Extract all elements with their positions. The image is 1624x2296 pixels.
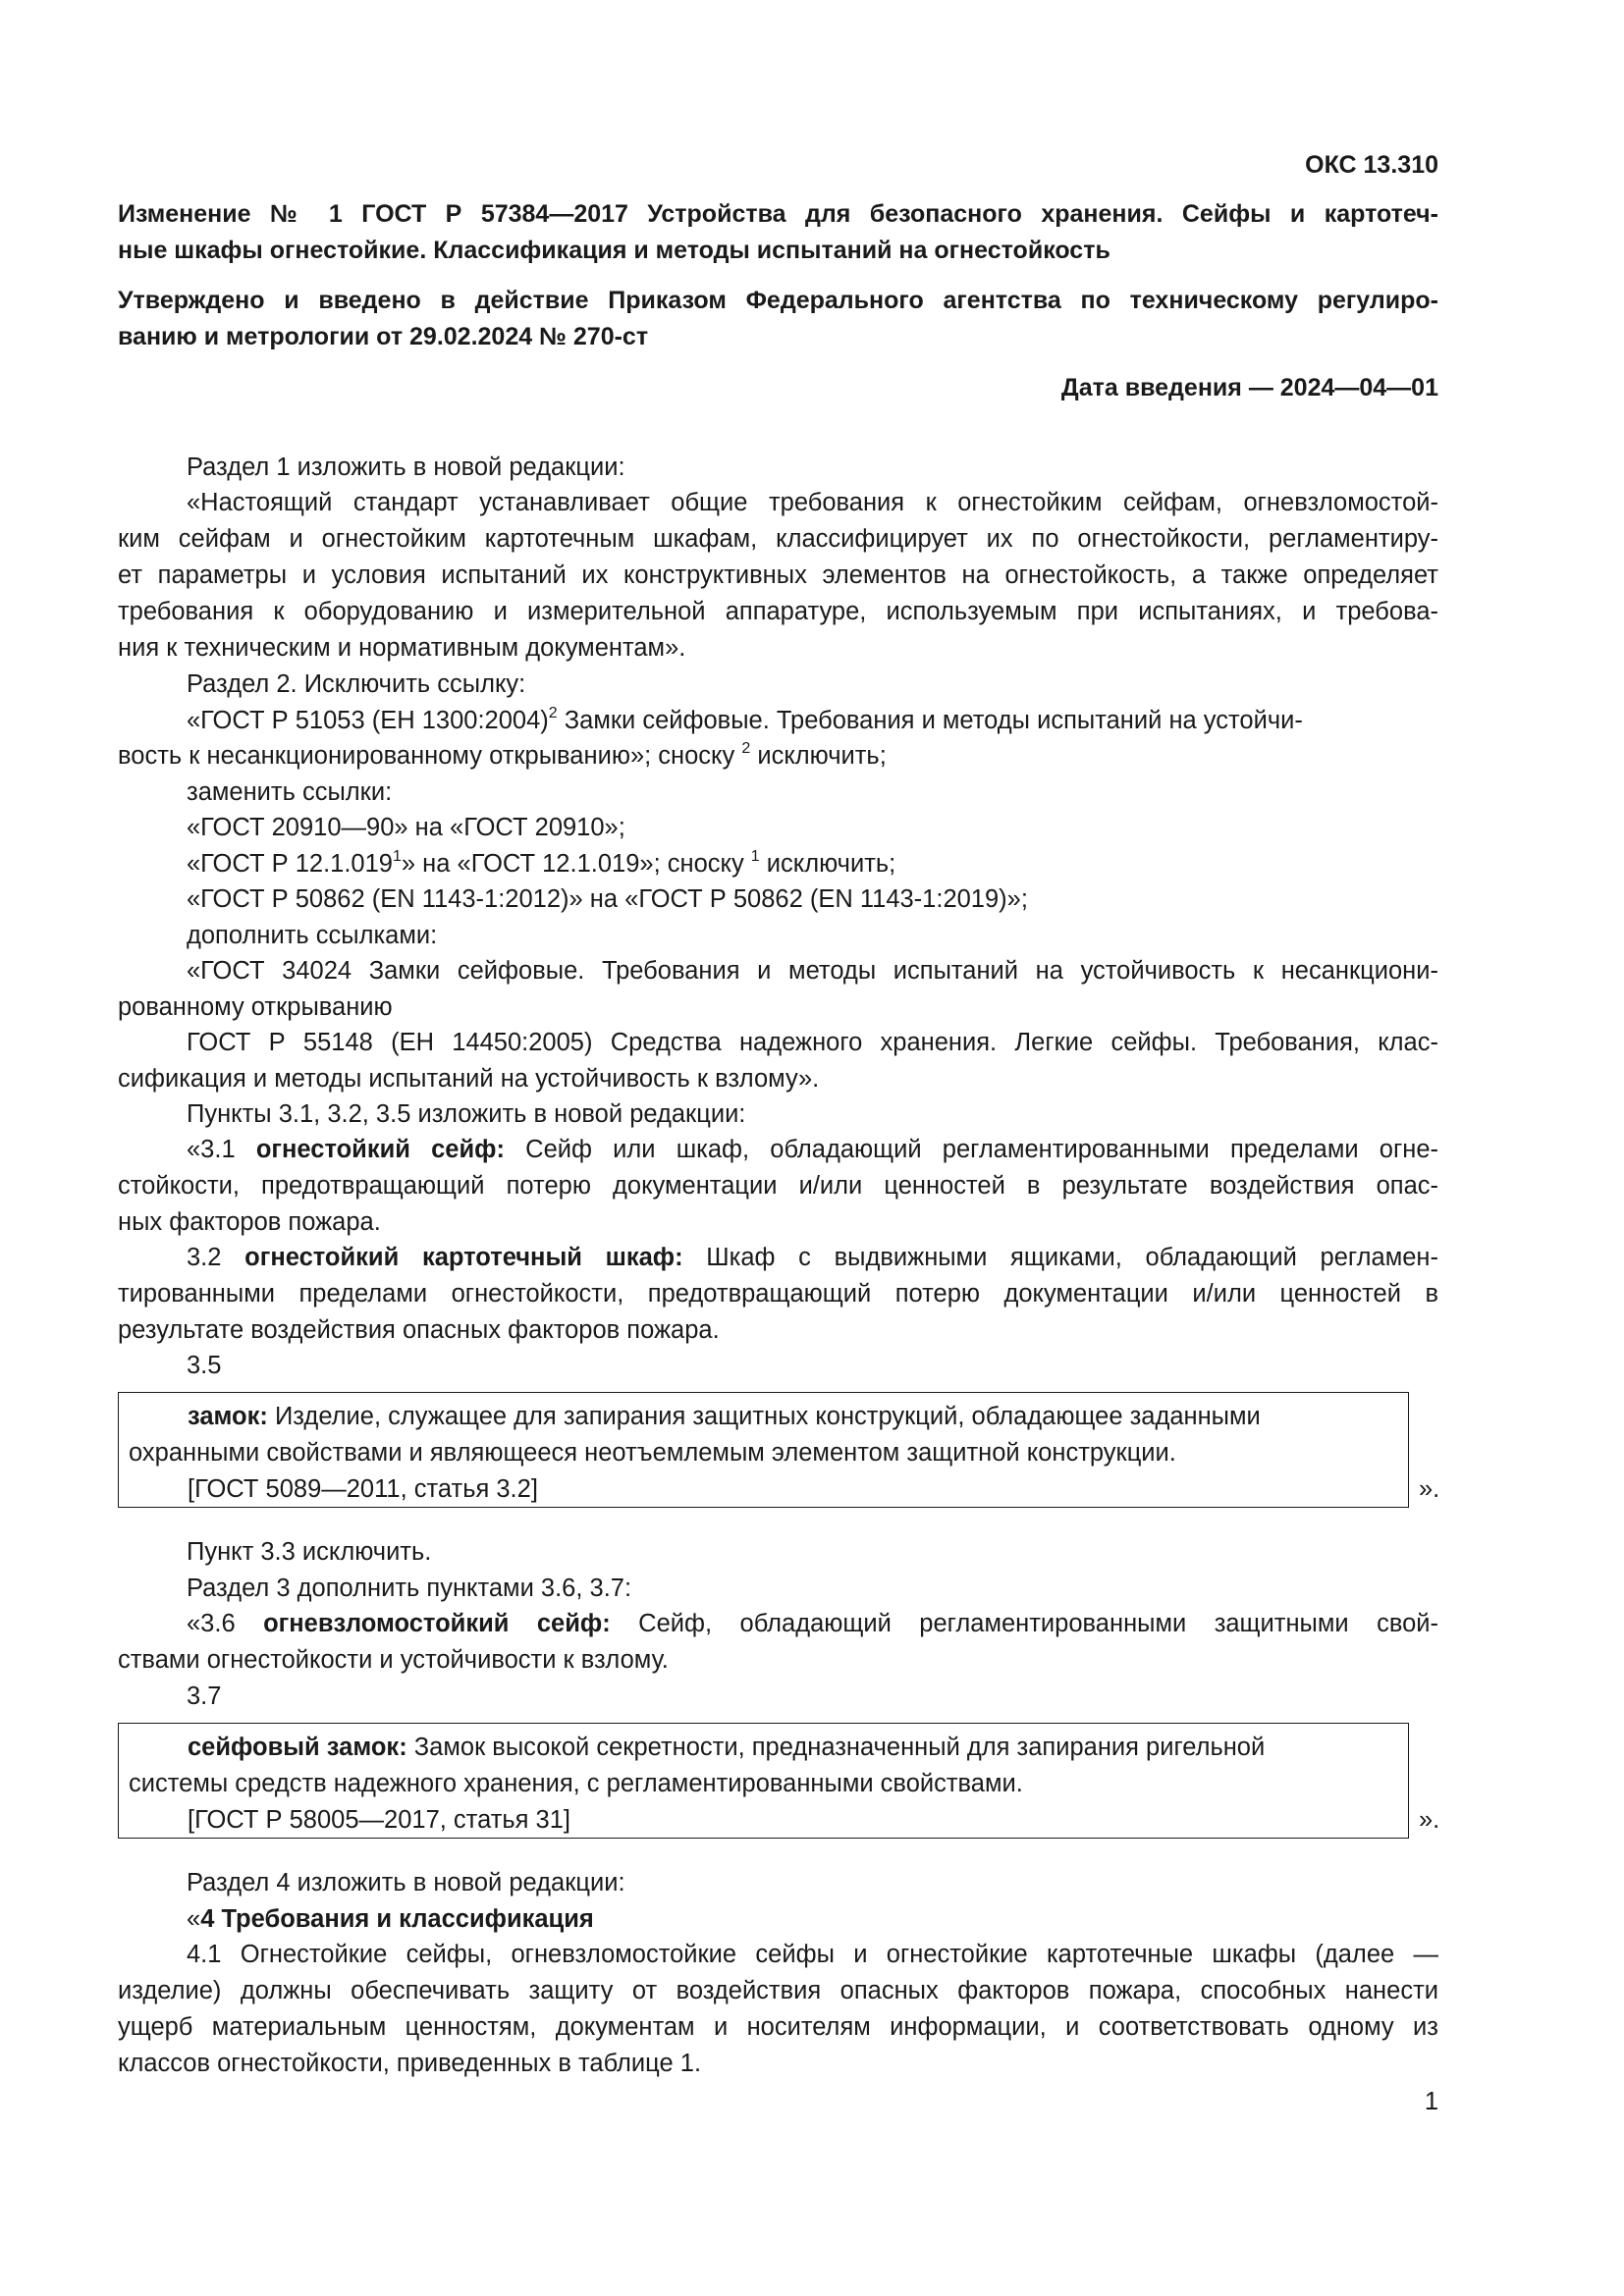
reference-text: Замки сейфовые. Требования и методы испытаний на устойчи- [557, 707, 1303, 734]
paragraph-line: ния к техническим и нормативным документам». [118, 634, 686, 662]
definition-text: Сейф или шкаф, обладающий регламентированными пределами огне- [504, 1136, 1439, 1163]
paragraph-line: требования к оборудованию и измерительной аппаратуре, используемым при испытаниях, и требова- [118, 598, 1438, 625]
term: огнестойкий картотечный шкаф: [244, 1244, 683, 1271]
excluded-reference [187, 703, 1438, 739]
amendment-title-line-2: ные шкафы огнестойкие. Классификация и методы испытаний на огнестойкость [118, 237, 1110, 264]
paragraph-line: ГОСТ Р 55148 (ЕН 14450:2005) Средства надежного хранения. Легкие сейфы. Требования, клас- [187, 1029, 1438, 1056]
closing-quote: ». [1419, 1475, 1440, 1503]
oks-code: ОКС 13.310 [1305, 151, 1438, 179]
reference-text: вость к несанкционированному открыванию»; сноску [118, 742, 742, 770]
approval-statement [118, 283, 1438, 355]
excluded-reference-cont [118, 738, 887, 774]
section-1-instruction: Раздел 1 изложить в новой редакции: [187, 454, 625, 481]
paragraph-line: «Настоящий стандарт устанавливает общие требования к огнестойким сейфам, огневзломостой- [187, 489, 1438, 516]
section-1-new-text [118, 485, 1438, 667]
paragraph-line: ущерб материальным ценностям, документам и носителям информации, и соответствовать одному из [118, 2013, 1438, 2041]
box-line [129, 1730, 1398, 1766]
section-4-instruction: Раздел 4 изложить в новой редакции: [187, 1869, 625, 1896]
section-3-add-instruction: Раздел 3 дополнить пунктами 3.6, 3.7: [187, 1575, 632, 1602]
clause-3-1 [118, 1132, 1438, 1241]
clause-number: «3.1 [187, 1136, 256, 1163]
added-reference-2 [118, 1025, 1438, 1097]
paragraph-line: изделие) должны обеспечивать защиту от воздействия опасных факторов пожара, способных нанести [118, 1977, 1438, 2004]
clauses-instruction: Пункты 3.1, 3.2, 3.5 изложить в новой редакции: [187, 1100, 746, 1128]
clause-4-1 [118, 1937, 1438, 2082]
term: огневзломостойкий сейф: [263, 1610, 611, 1637]
reference-text: «ГОСТ Р 51053 (ЕН 1300:2004) [187, 707, 549, 734]
effective-date: Дата введения — 2024—04—01 [1060, 374, 1438, 401]
clause-3-7-number: 3.7 [187, 1682, 222, 1710]
box-line: охранными свойствами и являющееся неотъемлемым элементом защитной конструкции. [129, 1439, 1176, 1467]
paragraph-line: рованному открыванию [118, 993, 393, 1021]
paragraph-line: «ГОСТ 34024 Замки сейфовые. Требования и методы испытаний на устойчивость к несанкциони- [187, 957, 1438, 985]
paragraph-line: классов огнестойкости, приведенных в таблице 1. [118, 2050, 702, 2077]
clause-3-5-number: 3.5 [187, 1352, 222, 1379]
definition-text: Замок высокой секретности, предназначенный для запирания ригельной [406, 1734, 1266, 1761]
replace-item-1: «ГОСТ 20910—90» на «ГОСТ 20910»; [187, 814, 625, 841]
paragraph-line [118, 1240, 1438, 1276]
paragraph-line: результате воздействия опасных факторов пожара. [118, 1316, 720, 1344]
paragraph-line: ствами огнестойкости и устойчивости к взлому. [118, 1646, 669, 1674]
paragraph-line: тированными пределами огнестойкости, предотвращающий потерю документации и/или ценностей в [118, 1280, 1438, 1308]
term: замок: [188, 1403, 268, 1430]
footnote-marker: 1 [392, 847, 402, 865]
closing-quote: ». [1419, 1806, 1440, 1834]
clause-number: 3.2 [187, 1244, 245, 1271]
definition-text: Изделие, служащее для запирания защитных конструкций, обладающее заданными [267, 1403, 1261, 1430]
paragraph-line [118, 1606, 1438, 1642]
box-line [129, 1399, 1398, 1435]
amendment-title-line-1: Изменение № 1 ГОСТ Р 57384—2017 Устройства для безопасного хранения. Сейфы и картотеч- [118, 200, 1438, 228]
clause-3-2 [118, 1240, 1438, 1349]
replace-instruction: заменить ссылки: [187, 778, 393, 806]
heading-text: 4 Требования и классификация [200, 1905, 594, 1933]
paragraph-line: стойкости, предотвращающий потерю документации и/или ценностей в результате воздействия опас- [118, 1172, 1438, 1200]
clause-number: «3.6 [187, 1610, 264, 1637]
clause-3-3-exclusion: Пункт 3.3 исключить. [187, 1538, 432, 1566]
definition-box-lock [118, 1392, 1409, 1508]
added-reference-1 [118, 953, 1438, 1026]
paragraph-line: ных факторов пожара. [118, 1208, 381, 1236]
footnote-marker: 2 [548, 704, 558, 721]
paragraph-line: ким сейфам и огнестойким картотечным шкафам, классифицирует их по огнестойкости, регламентиру- [118, 525, 1438, 553]
term: огнестойкий сейф: [255, 1136, 505, 1163]
footnote-marker: 1 [750, 847, 760, 865]
reference-text: исключить; [750, 742, 887, 770]
box-source-ref: [ГОСТ Р 58005—2017, статья 31] [188, 1806, 570, 1834]
open-quote: « [187, 1905, 201, 1933]
definition-text: Сейф, обладающий регламентированными защитными свой- [610, 1610, 1439, 1637]
clause-3-6 [118, 1606, 1438, 1679]
approval-line-1: Утверждено и введено в действие Приказом Федерального агентства по техническому регулиро- [118, 287, 1438, 314]
add-references-instruction: дополнить ссылками: [187, 922, 438, 949]
paragraph-line: 4.1 Огнестойкие сейфы, огневзломостойкие сейфы и огнестойкие картотечные шкафы (далее — [187, 1941, 1438, 1968]
paragraph-line: сификация и методы испытаний на устойчивость к взлому». [118, 1065, 820, 1093]
section-4-heading [187, 1901, 594, 1938]
box-source-ref: [ГОСТ 5089—2011, статья 3.2] [188, 1475, 538, 1503]
replace-item-2 [187, 846, 895, 882]
section-2-instruction: Раздел 2. Исключить ссылку: [187, 670, 526, 698]
paragraph-line [118, 1132, 1438, 1168]
definition-text: Шкаф с выдвижными ящиками, обладающий регламен- [682, 1244, 1438, 1271]
amendment-title [118, 196, 1438, 269]
reference-text: » на «ГОСТ 12.1.019»; сноску [401, 850, 751, 878]
box-line: системы средств надежного хранения, с регламентированными свойствами. [129, 1770, 1023, 1797]
definition-box-safe-lock [118, 1723, 1409, 1839]
reference-text: «ГОСТ Р 12.1.019 [187, 850, 393, 878]
approval-line-2: ванию и метрологии от 29.02.2024 № 270-ст [118, 323, 649, 350]
reference-text: исключить; [759, 850, 896, 878]
term: сейфовый замок: [188, 1734, 407, 1761]
replace-item-3: «ГОСТ Р 50862 (EN 1143-1:2012)» на «ГОСТ Р 50862 (EN 1143-1:2019)»; [187, 885, 1028, 913]
paragraph-line: ет параметры и условия испытаний их конструктивных элементов на огнестойкость, а также определяет [118, 561, 1438, 589]
page-number: 1 [1424, 2088, 1438, 2115]
footnote-marker: 2 [741, 739, 751, 757]
